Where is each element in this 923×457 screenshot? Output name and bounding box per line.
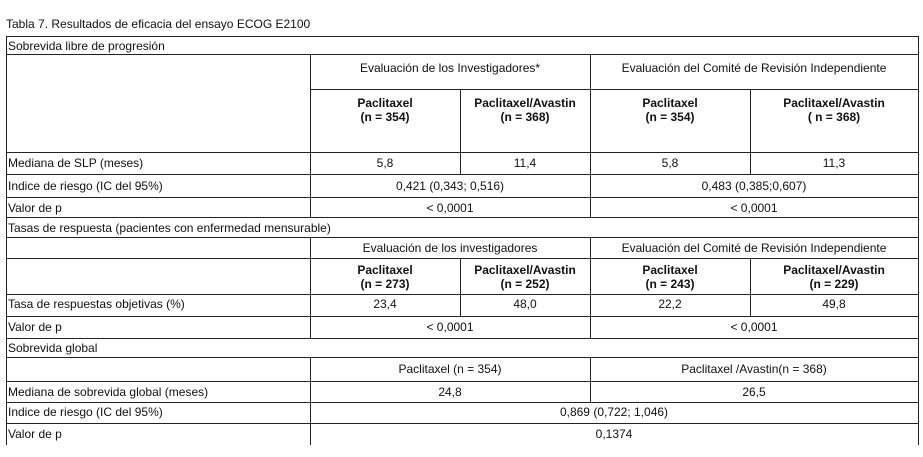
cell-value: 22,2 bbox=[658, 297, 682, 311]
section-title-response: Tasas de respuesta (pacientes con enfermedad mensurable) bbox=[8, 221, 331, 235]
cell-value: 11,4 bbox=[513, 156, 537, 170]
pfs-col1-header: Paclitaxel (n = 354) bbox=[357, 96, 413, 124]
row-label: Indice de riesgo (IC del 95%) bbox=[8, 405, 163, 419]
cell-value: 23,4 bbox=[373, 297, 397, 311]
cell-value: 11,3 bbox=[822, 156, 846, 170]
cell-value: 5,8 bbox=[376, 156, 394, 170]
cell-value: 0,421 (0,343; 0,516) bbox=[395, 179, 505, 193]
row-label: Mediana de sobrevida global (meses) bbox=[8, 385, 209, 399]
row-label: Mediana de SLP (meses) bbox=[8, 156, 144, 170]
row-label: Indice de riesgo (IC del 95%) bbox=[8, 179, 163, 193]
cell-value: 0,869 (0,722; 1,046) bbox=[559, 405, 669, 419]
cell-value: < 0,0001 bbox=[730, 201, 778, 215]
resp-col3-header: Paclitaxel (n = 243) bbox=[642, 263, 698, 291]
table-title: Tabla 7. Resultados de eficacia del ensayo ECOG E2100 bbox=[6, 17, 311, 31]
row-label: Tasa de respuestas objetivas (%) bbox=[8, 297, 185, 311]
cell-value: < 0,0001 bbox=[730, 320, 778, 334]
pfs-col4-header: Paclitaxel/Avastin ( n = 368) bbox=[783, 96, 885, 124]
row-label: Valor de p bbox=[8, 427, 62, 441]
resp-group-investigators: Evaluación de los investigadores bbox=[362, 241, 538, 255]
cell-value: < 0,0001 bbox=[426, 320, 474, 334]
cell-value: 24,8 bbox=[438, 385, 462, 399]
pfs-group-committee: Evaluación del Comité de Revisión Independiente bbox=[621, 61, 887, 75]
section-title-overall-survival: Sobrevida global bbox=[8, 341, 98, 355]
resp-col4-header: Paclitaxel/Avastin (n = 229) bbox=[783, 263, 885, 291]
pfs-col2-header: Paclitaxel/Avastin (n = 368) bbox=[474, 96, 576, 124]
cell-value: 48,0 bbox=[513, 297, 537, 311]
pfs-col3-header: Paclitaxel (n = 354) bbox=[642, 96, 698, 124]
cell-value: < 0,0001 bbox=[426, 201, 474, 215]
row-label: Valor de p bbox=[8, 320, 62, 334]
cell-value: 0,483 (0,385;0,607) bbox=[701, 179, 807, 193]
cell-value: 5,8 bbox=[661, 156, 679, 170]
cell-value: 0,1374 bbox=[595, 427, 633, 441]
cell-value: 49,8 bbox=[822, 297, 846, 311]
resp-col2-header: Paclitaxel/Avastin (n = 252) bbox=[474, 263, 576, 291]
cell-value: 26,5 bbox=[742, 385, 766, 399]
section-title-pfs: Sobrevida libre de progresión bbox=[8, 39, 165, 53]
pfs-group-investigators: Evaluación de los Investigadores* bbox=[359, 61, 541, 75]
os-col-paclitaxel: Paclitaxel (n = 354) bbox=[398, 362, 502, 376]
os-col-paclitaxel-avastin: Paclitaxel /Avastin(n = 368) bbox=[681, 362, 827, 376]
row-label: Valor de p bbox=[8, 201, 62, 215]
resp-group-committee: Evaluación del Comité de Revisión Independiente bbox=[621, 241, 887, 255]
resp-col1-header: Paclitaxel (n = 273) bbox=[357, 263, 413, 291]
